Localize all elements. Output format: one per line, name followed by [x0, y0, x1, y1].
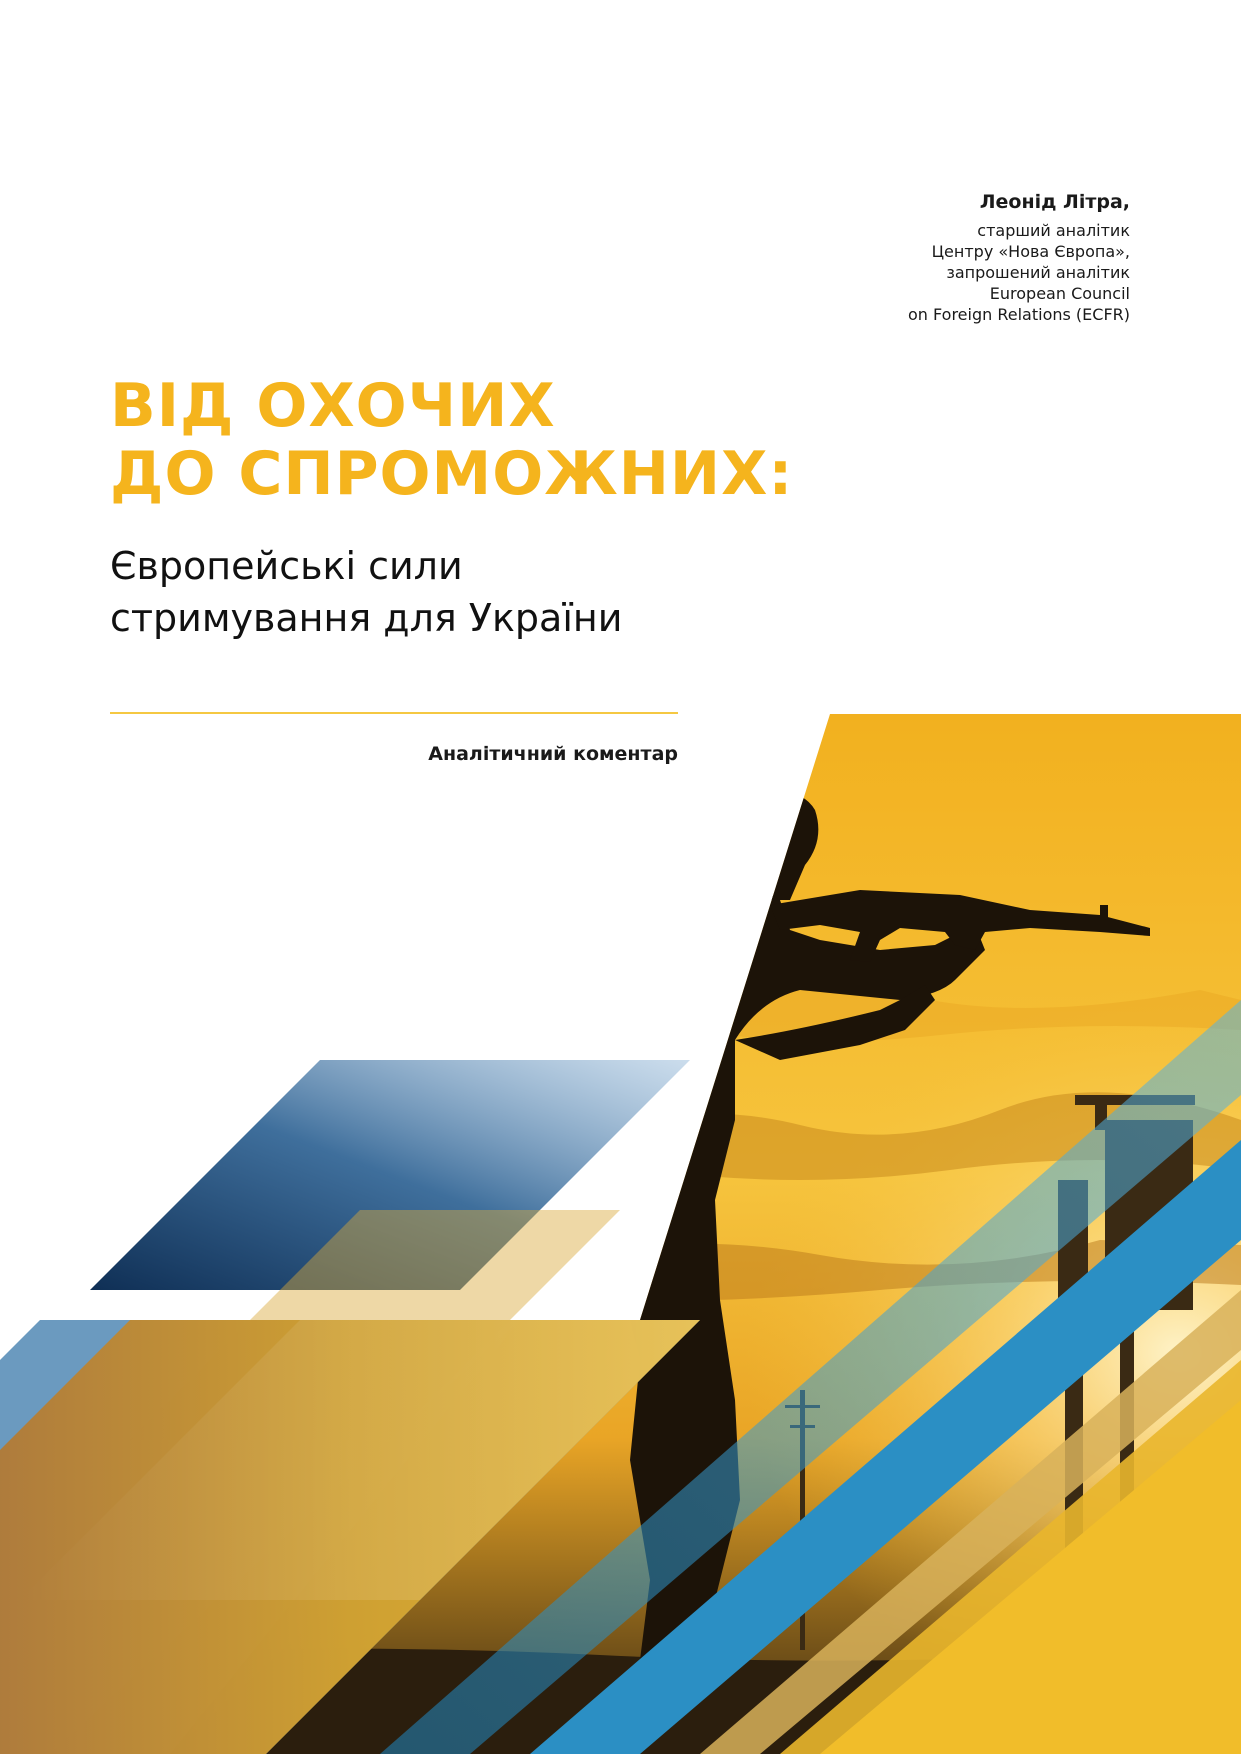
subtitle-line-1: Європейські сили: [110, 544, 463, 588]
subtitle-line-2: стримування для України: [110, 596, 623, 640]
page-title: [110, 372, 793, 508]
author-position-guest: запрошений аналітик: [946, 263, 1130, 282]
document-type-label: Аналітичний коментар: [428, 743, 678, 765]
author-organization: Центру «Нова Європа»,: [931, 242, 1130, 261]
author-organization-guest-cont: on Foreign Relations (ECFR): [908, 305, 1130, 324]
author-organization-guest: European Council: [989, 284, 1130, 303]
page-subtitle: [110, 540, 622, 644]
cover-illustration: [0, 700, 1241, 1754]
title-line-2: ДО СПРОМОЖНИХ:: [110, 439, 794, 509]
author-block: [530, 190, 1130, 325]
author-name: Леонід Літра,: [979, 191, 1130, 213]
author-position: старший аналітик: [977, 221, 1130, 240]
title-line-1: ВІД ОХОЧИХ: [110, 371, 556, 441]
